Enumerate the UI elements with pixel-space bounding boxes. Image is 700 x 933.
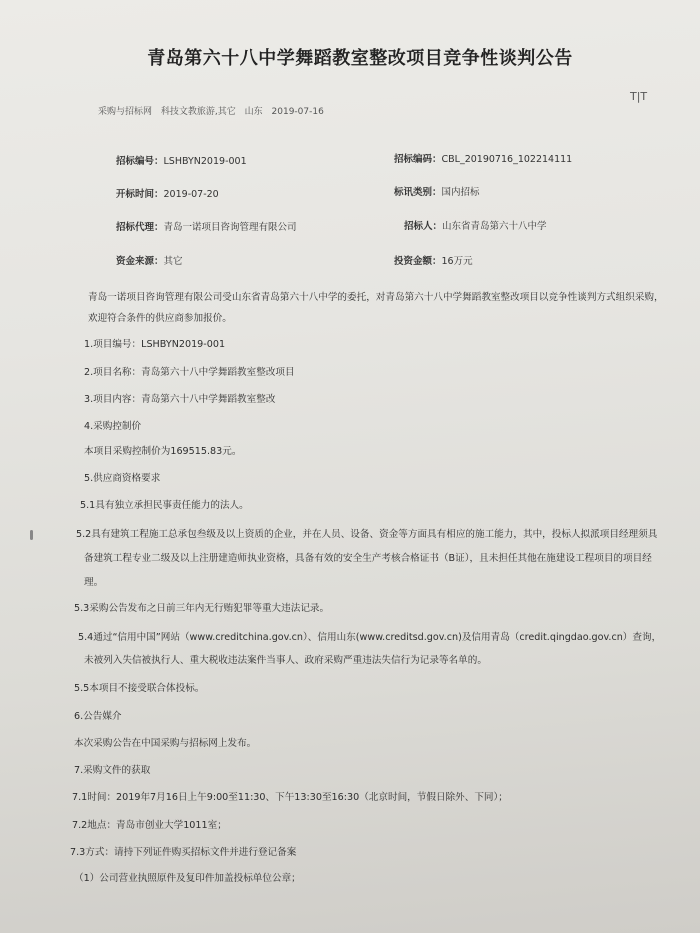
page-title: 青岛第六十八中学舞蹈教室整改项目竞争性谈判公告 <box>147 48 573 69</box>
corner-mark: T|T <box>630 90 648 103</box>
field-fund-value: 其它 <box>163 256 183 267</box>
item-qualification-5-4-a: 5.4通过“信用中国”网站（www.creditchina.gov.cn）、信用山东(www.creditsd.gov.cn)及信用青岛（credit.qingdao.gov.cn）查询， <box>78 631 662 643</box>
field-bid-code <box>394 151 572 165</box>
meta-date: 2019-07-16 <box>271 107 324 117</box>
item-docs-place: 7.2地点：青岛市创业大学1011室； <box>72 820 227 831</box>
meta-line <box>98 104 330 117</box>
item-qualification-5-3: 5.3采购公告发布之日前三年内无行贿犯罪等重大违法记录。 <box>74 603 330 614</box>
field-bid-code-label: 招标编码： <box>394 154 442 165</box>
item-docs-method-1: （1）公司营业执照原件及复印件加盖投标单位公章； <box>74 873 301 884</box>
field-agent-value: 青岛一诺项目咨询管理有限公司 <box>163 222 297 233</box>
field-invest <box>394 253 473 267</box>
item-control-price: 本项目采购控制价为169515.83元。 <box>84 446 242 457</box>
item-media: 本次采购公告在中国采购与招标网上发布。 <box>74 737 257 749</box>
item-qualification-5-5: 5.5本项目不接受联合体投标。 <box>74 682 205 694</box>
field-bid-no-value: LSHBYN2019-001 <box>163 156 247 167</box>
item-docs-time: 7.1时间：2019年7月16日上午9:00至11:30、下午13:30至16:30（北京时间，节假日除外、下同）； <box>72 791 508 803</box>
item-project-no: 1.项目编号：LSHBYN2019-001 <box>84 339 226 350</box>
field-bid-type <box>394 184 480 198</box>
field-open-time-label: 开标时间： <box>116 189 164 200</box>
meta-tags: 科技文教旅游,其它 <box>160 107 236 117</box>
field-bid-no-label: 招标编号： <box>116 156 164 167</box>
page-mark <box>30 530 33 540</box>
field-bid-type-label: 标讯类别： <box>394 187 442 198</box>
item-project-content: 3.项目内容：青岛第六十八中学舞蹈教室整改 <box>84 394 276 405</box>
field-invest-label: 投资金额： <box>394 256 442 267</box>
meta-category: 采购与招标网 <box>98 107 153 117</box>
field-agent <box>116 219 297 233</box>
item-qualification-5-2-a: 5.2具有建筑工程施工总承包叁级及以上资质的企业，并在人员、设备、资金等方面具有相应的施工能力，其中，投标人拟派项目经理须具 <box>76 528 658 540</box>
item-control-price-heading: 4.采购控制价 <box>84 420 142 432</box>
item-docs-heading: 7.采购文件的获取 <box>74 765 151 776</box>
intro-line-1: 青岛一诺项目咨询管理有限公司受山东省青岛第六十八中学的委托，对青岛第六十八中学舞蹈教室整改项目以竞争性谈判方式组织采购， <box>88 292 664 303</box>
field-open-time <box>116 186 219 200</box>
field-bid-type-value: 国内招标 <box>441 187 480 198</box>
item-qualification-5-1: 5.1具有独立承担民事责任能力的法人。 <box>80 500 249 511</box>
field-bid-code-value: CBL_20190716_102214111 <box>441 154 573 165</box>
intro-line-2: 欢迎符合条件的供应商参加报价。 <box>88 312 232 324</box>
field-tenderer-label: 招标人： <box>404 221 443 232</box>
item-project-name: 2.项目名称：青岛第六十八中学舞蹈教室整改项目 <box>84 366 295 378</box>
announcement-body <box>70 292 664 886</box>
field-tenderer <box>404 218 547 232</box>
item-media-heading: 6.公告媒介 <box>74 711 122 722</box>
item-qualification-5-4-b: 未被列入失信被执行人、重大税收违法案件当事人、政府采购严重违法失信行为记录等名单的。 <box>84 655 487 666</box>
field-tenderer-value: 山东省青岛第六十八中学 <box>442 221 547 232</box>
meta-region: 山东 <box>244 107 263 117</box>
item-qualification-5-2-c: 理。 <box>84 576 104 588</box>
field-fund-label: 资金来源： <box>116 256 164 267</box>
field-agent-label: 招标代理： <box>116 222 164 233</box>
field-open-time-value: 2019-07-20 <box>163 189 219 200</box>
field-bid-no <box>116 153 247 167</box>
item-qualification-heading: 5.供应商资格要求 <box>84 472 161 484</box>
field-invest-value: 16万元 <box>441 256 473 267</box>
item-qualification-5-2-b: 备建筑工程专业二级及以上注册建造师执业资格，具备有效的安全生产考核合格证书（B证），且未担任其他在施建设工程项目的项目经 <box>84 553 652 564</box>
item-docs-method: 7.3方式：请持下列证件购买招标文件并进行登记备案 <box>70 846 297 858</box>
field-fund <box>116 253 183 267</box>
